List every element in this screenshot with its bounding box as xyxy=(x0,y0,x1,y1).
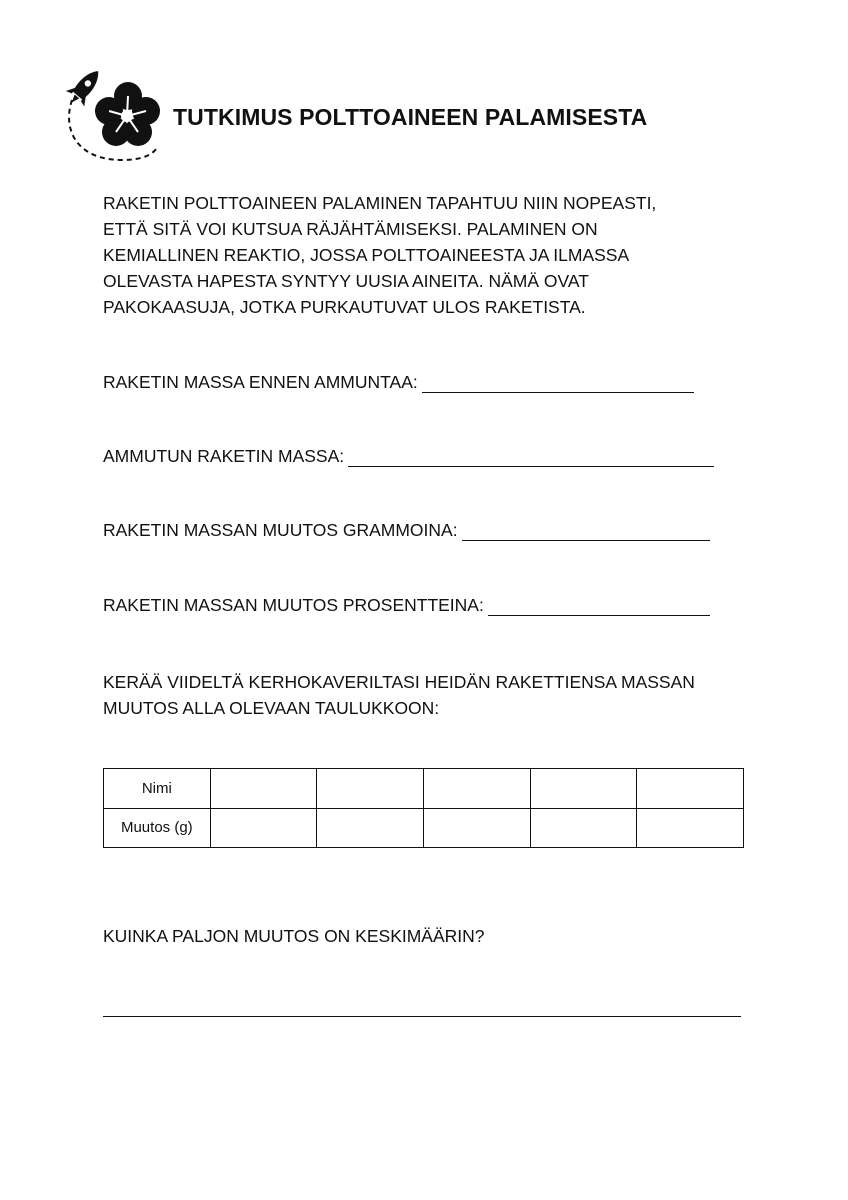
table-cell[interactable] xyxy=(530,808,637,848)
field-label: RAKETIN MASSAN MUUTOS PROSENTTEINA: xyxy=(103,595,484,615)
field-label: AMMUTUN RAKETIN MASSA: xyxy=(103,446,345,466)
field-label: RAKETIN MASSA ENNEN AMMUNTAA: xyxy=(103,372,418,392)
table-cell[interactable] xyxy=(210,808,317,848)
mass-after-blank[interactable] xyxy=(348,448,714,467)
table-cell[interactable] xyxy=(317,769,424,809)
row-header-change: Muutos (g) xyxy=(104,808,211,848)
table-cell[interactable] xyxy=(637,769,744,809)
worksheet-title: TUTKIMUS POLTTOAINEEN PALAMISESTA xyxy=(173,104,648,130)
field-change-grams xyxy=(103,520,710,541)
table-cell[interactable] xyxy=(530,769,637,809)
change-grams-blank[interactable] xyxy=(462,522,710,541)
collect-instructions: KERÄÄ VIIDELTÄ KERHOKAVERILTASI HEIDÄN RAKETTIENSA MASSAN MUUTOS ALLA OLEVAAN TAULUKKOON: xyxy=(103,672,695,718)
rocket-flower-logo-icon xyxy=(62,60,172,165)
table-cell[interactable] xyxy=(317,808,424,848)
average-question: KUINKA PALJON MUUTOS ON KESKIMÄÄRIN? xyxy=(103,926,485,946)
average-answer-blank[interactable] xyxy=(103,1016,741,1017)
row-header-name: Nimi xyxy=(104,769,211,809)
field-label: RAKETIN MASSAN MUUTOS GRAMMOINA: xyxy=(103,520,458,540)
intro-paragraph: RAKETIN POLTTOAINEEN PALAMINEN TAPAHTUU NIIN NOPEASTI, ETTÄ SITÄ VOI KUTSUA RÄJÄHTÄMISEKSI. PALAMINEN ON KEMIALLINEN REAKTIO, JOSSA POLTTOAINEESTA JA ILMASSA OLEVASTA HAPESTA SYNTYY UUSIA AINEITA. NÄMÄ OVAT PAKOKAASUJA, JOTKA PURKAUTUVAT ULOS RAKETISTA. xyxy=(103,193,657,317)
table-cell[interactable] xyxy=(423,769,530,809)
table-row xyxy=(104,769,744,809)
change-percent-blank[interactable] xyxy=(488,597,710,616)
field-change-percent xyxy=(103,595,710,616)
table-cell[interactable] xyxy=(637,808,744,848)
table-cell[interactable] xyxy=(423,808,530,848)
mass-before-blank[interactable] xyxy=(422,374,694,393)
results-table xyxy=(103,768,744,848)
table-row xyxy=(104,808,744,848)
field-mass-after xyxy=(103,446,714,467)
field-mass-before xyxy=(103,372,694,393)
table-cell[interactable] xyxy=(210,769,317,809)
